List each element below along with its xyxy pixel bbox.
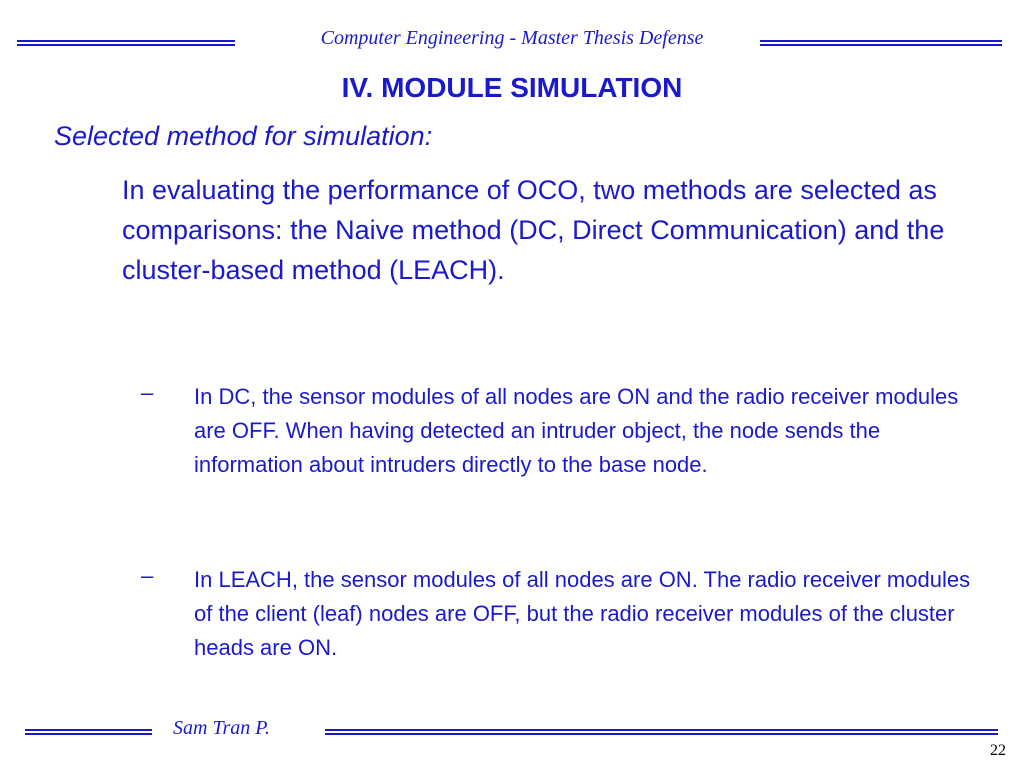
slide-title: IV. MODULE SIMULATION (341, 72, 683, 103)
body-paragraph: In evaluating the performance of OCO, two methods are selected as comparisons: the Naive method (DC, Direct Communication) and the cluster-based method (LEACH). (122, 175, 945, 285)
slide-subtitle: Selected method for simulation: (54, 121, 433, 151)
header-title: Computer Engineering - Master Thesis Defense (320, 27, 704, 49)
footer-rule-right (325, 729, 998, 735)
footer-author: Sam Tran P. (173, 717, 270, 739)
bullet-dash: – (141, 380, 154, 405)
bullet-dash: – (141, 563, 154, 588)
footer-rule-left (25, 729, 152, 735)
bullet-text: In LEACH, the sensor modules of all nodes are ON. The radio receiver modules of the client (leaf) nodes are OFF, but the radio receiver modules of the cluster heads are ON. (194, 567, 971, 660)
bullet-text: In DC, the sensor modules of all nodes are ON and the radio receiver modules are OFF. When having detected an intruder object, the node sends the information about intruders directly to the base node. (194, 384, 959, 477)
page-number: 22 (990, 742, 1006, 759)
